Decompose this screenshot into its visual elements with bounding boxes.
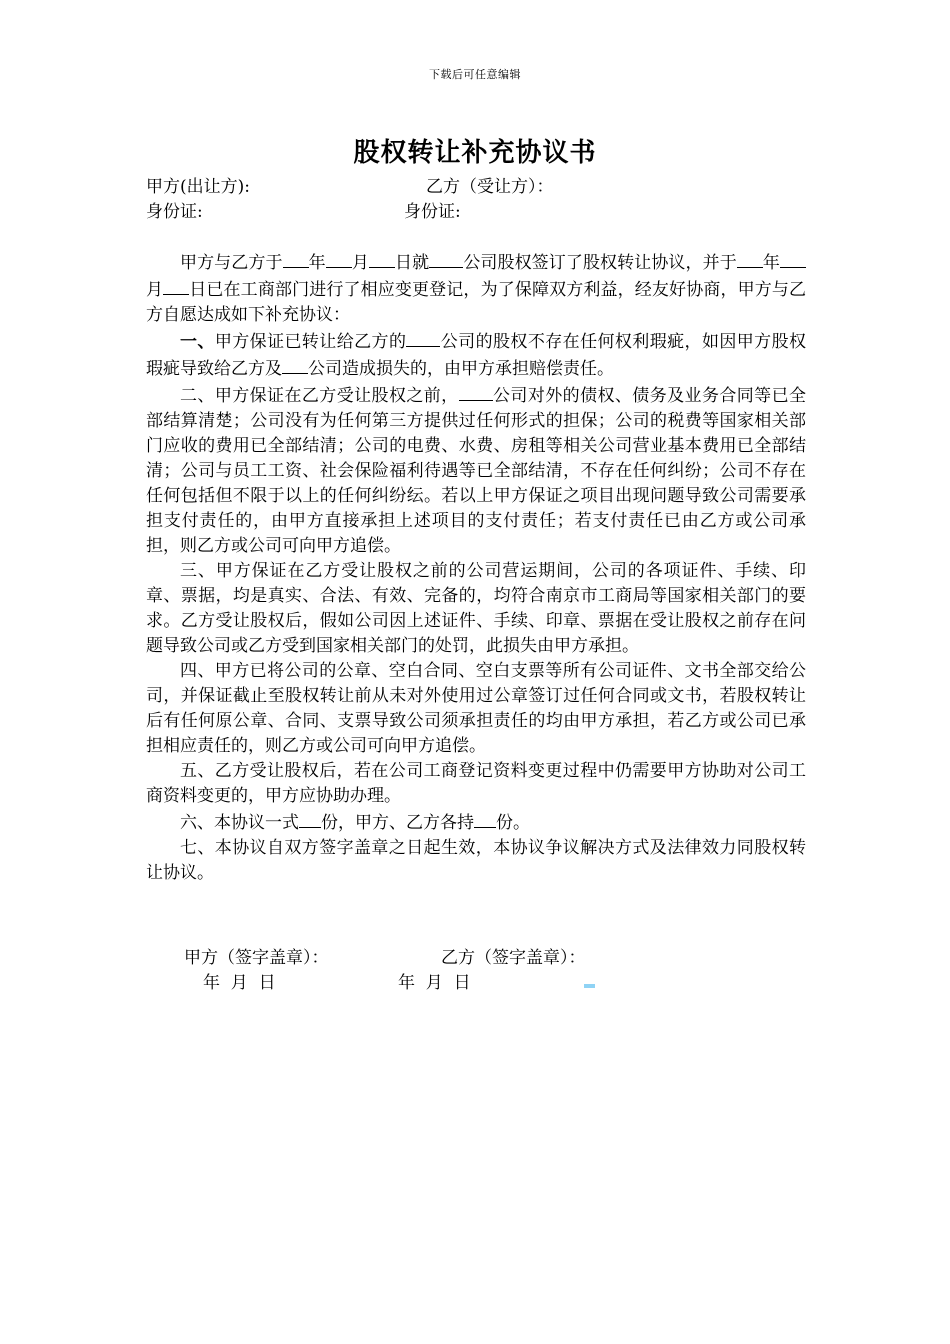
blank-copies [299, 809, 321, 828]
clause-5: 五、乙方受让股权后，若在公司工商登记资料变更过程中仍需要甲方协助对公司工商资料变更的，甲方应协助办理。 [146, 761, 806, 806]
clause-6: 六、本协议一式 份，甲方、乙方各持 份。 [146, 809, 806, 836]
signature-party-b: 乙方（签字盖章）： [441, 948, 586, 968]
party-b-id-label: 身份证: [404, 202, 461, 222]
blank-company [429, 249, 463, 268]
header-note: 下载后可任意编辑 [429, 68, 521, 81]
blank-company [459, 382, 493, 401]
agreement-body [146, 249, 806, 886]
blank-day [163, 276, 189, 295]
blank-year [737, 249, 763, 268]
document-title: 股权转让补充协议书 [353, 138, 597, 168]
blank-company [282, 355, 308, 374]
blank-month [326, 249, 352, 268]
blank-company [406, 328, 440, 347]
blank-month [780, 249, 806, 268]
blank-copies [474, 809, 496, 828]
clause-4: 四、甲方已将公司的公章、空白合同、空白支票等所有公司证件、文书全部交给公司，并保证截止至股权转让前从未对外使用过公章签订过任何合同或文书，若股权转让后有任何原公章、合同、支票导致公司须承担责任的均由甲方承担，若乙方或公司已承担相应责任的，则乙方或公司可向甲方追偿。 [146, 661, 806, 756]
clause-1: 一、甲方保证已转让给乙方的 公司的股权不存在任何权利瑕疵，如因甲方股权瑕疵导致给乙方及 公司造成损失的，由甲方承担赔偿责任。 [146, 328, 806, 382]
blank-year [283, 249, 309, 268]
signature-party-a: 甲方（签字盖章）： [184, 948, 329, 968]
clause-2: 二、甲方保证在乙方受让股权之前， 公司对外的债权、债务及业务合同等已全部结算清楚；公司没有为任何第三方提供过任何形式的担保；公司的税费等国家相关部门应收的费用已全部结清；公司的电费、水费、房租等相关公司营业基本费用已全部结清；公司与员工工资、社会保险福利待遇等已全部结清，不存在任何纠纷；公司不存在任何包括但不限于以上的任何纠纷纭。若以上甲方保证之项目出现问题导致公司需要承担支付责任的，由甲方直接承担上述项目的支付责任；若支付责任已由乙方或公司承担，则乙方或公司可向甲方追偿。 [146, 382, 806, 559]
date-party-b: 年 月 日 [398, 973, 471, 993]
clause-3: 三、甲方保证在乙方受让股权之前的公司营运期间，公司的各项证件、手续、印章、票据，均是真实、合法、有效、完备的，均符合南京市工商局等国家相关部门的要求。乙方受让股权后，假如公司因上述证件、手续、印章、票据在受让股权之前存在问题导致公司或乙方受到国家相关部门的处罚，此损失由甲方承担。 [146, 561, 806, 656]
blank-day [369, 249, 395, 268]
party-a-label: 甲方(出让方): [146, 177, 250, 197]
intro-paragraph: 甲方与乙方于 年 月 日就 公司股权签订了股权转让协议，并于 年月 日已在工商部门进行了相应变更登记，为了保障双方利益，经友好协商，甲方与乙方自愿达成如下补充协议： [146, 249, 806, 328]
highlight-mark [584, 984, 595, 988]
party-a-id-label: 身份证: [146, 202, 203, 222]
clause-7: 七、本协议自双方签字盖章之日起生效，本协议争议解决方式及法律效力同股权转让协议。 [146, 838, 806, 883]
party-b-label: 乙方（受让方）： [426, 177, 554, 197]
date-party-a: 年 月 日 [203, 973, 276, 993]
